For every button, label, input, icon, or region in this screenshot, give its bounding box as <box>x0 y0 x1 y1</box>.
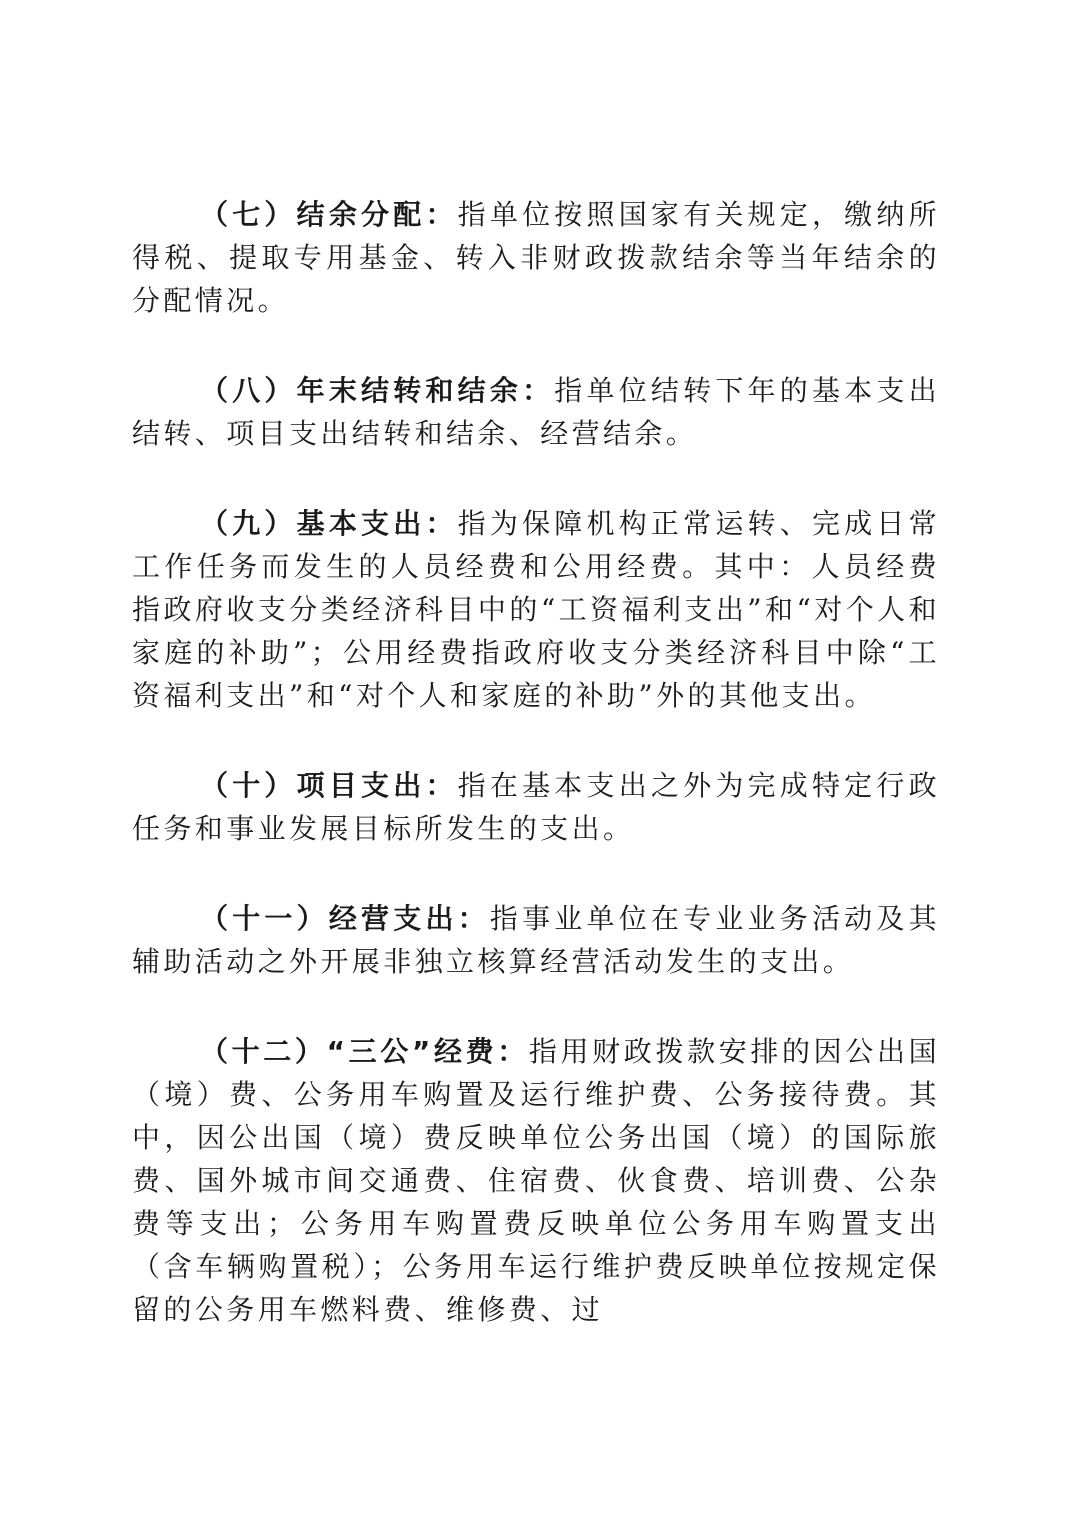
term-definition: 指单位结转下年的基本支出结转、项目支出结转和结余、经营结余。 <box>132 374 940 450</box>
paragraph-operating-expenditure <box>132 897 940 983</box>
term-definition: 指在基本支出之外为完成特定行政任务和事业发展目标所发生的支出。 <box>132 769 940 845</box>
term-heading: （十二）“三公”经费： <box>200 1035 529 1068</box>
term-definition: 指为保障机构正常运转、完成日常工作任务而发生的人员经费和公用经费。其中：人员经费指政府收支分类经济科目中的“工资福利支出”和“对个人和家庭的补助”；公用经费指政府收支分类经济科目中除“工资福利支出”和“对个人和家庭的补助”外的其他支出。 <box>132 507 940 712</box>
term-heading: （十一）经营支出： <box>200 902 490 935</box>
document-body <box>132 193 940 1331</box>
paragraph-basic-expenditure <box>132 502 940 717</box>
paragraph-year-end-carryover <box>132 369 940 455</box>
term-heading: （十）项目支出： <box>200 769 458 802</box>
term-heading: （七）结余分配： <box>200 198 458 231</box>
paragraph-project-expenditure <box>132 764 940 850</box>
term-heading: （八）年末结转和结余： <box>200 374 555 407</box>
term-definition: 指用财政拨款安排的因公出国（境）费、公务用车购置及运行维护费、公务接待费。其中，因公出国（境）费反映单位公务出国（境）的国际旅费、国外城市间交通费、住宿费、伙食费、培训费、公杂费等支出；公务用车购置费反映单位公务用车购置支出（含车辆购置税）；公务用车运行维护费反映单位按规定保留的公务用车燃料费、维修费、过 <box>132 1035 940 1326</box>
term-definition: 指事业单位在专业业务活动及其辅助活动之外开展非独立核算经营活动发生的支出。 <box>132 902 940 978</box>
term-heading: （九）基本支出： <box>200 507 458 540</box>
term-definition: 指单位按照国家有关规定，缴纳所得税、提取专用基金、转入非财政拨款结余等当年结余的分配情况。 <box>132 198 940 317</box>
paragraph-three-public-expenses <box>132 1030 940 1331</box>
paragraph-surplus-distribution <box>132 193 940 322</box>
